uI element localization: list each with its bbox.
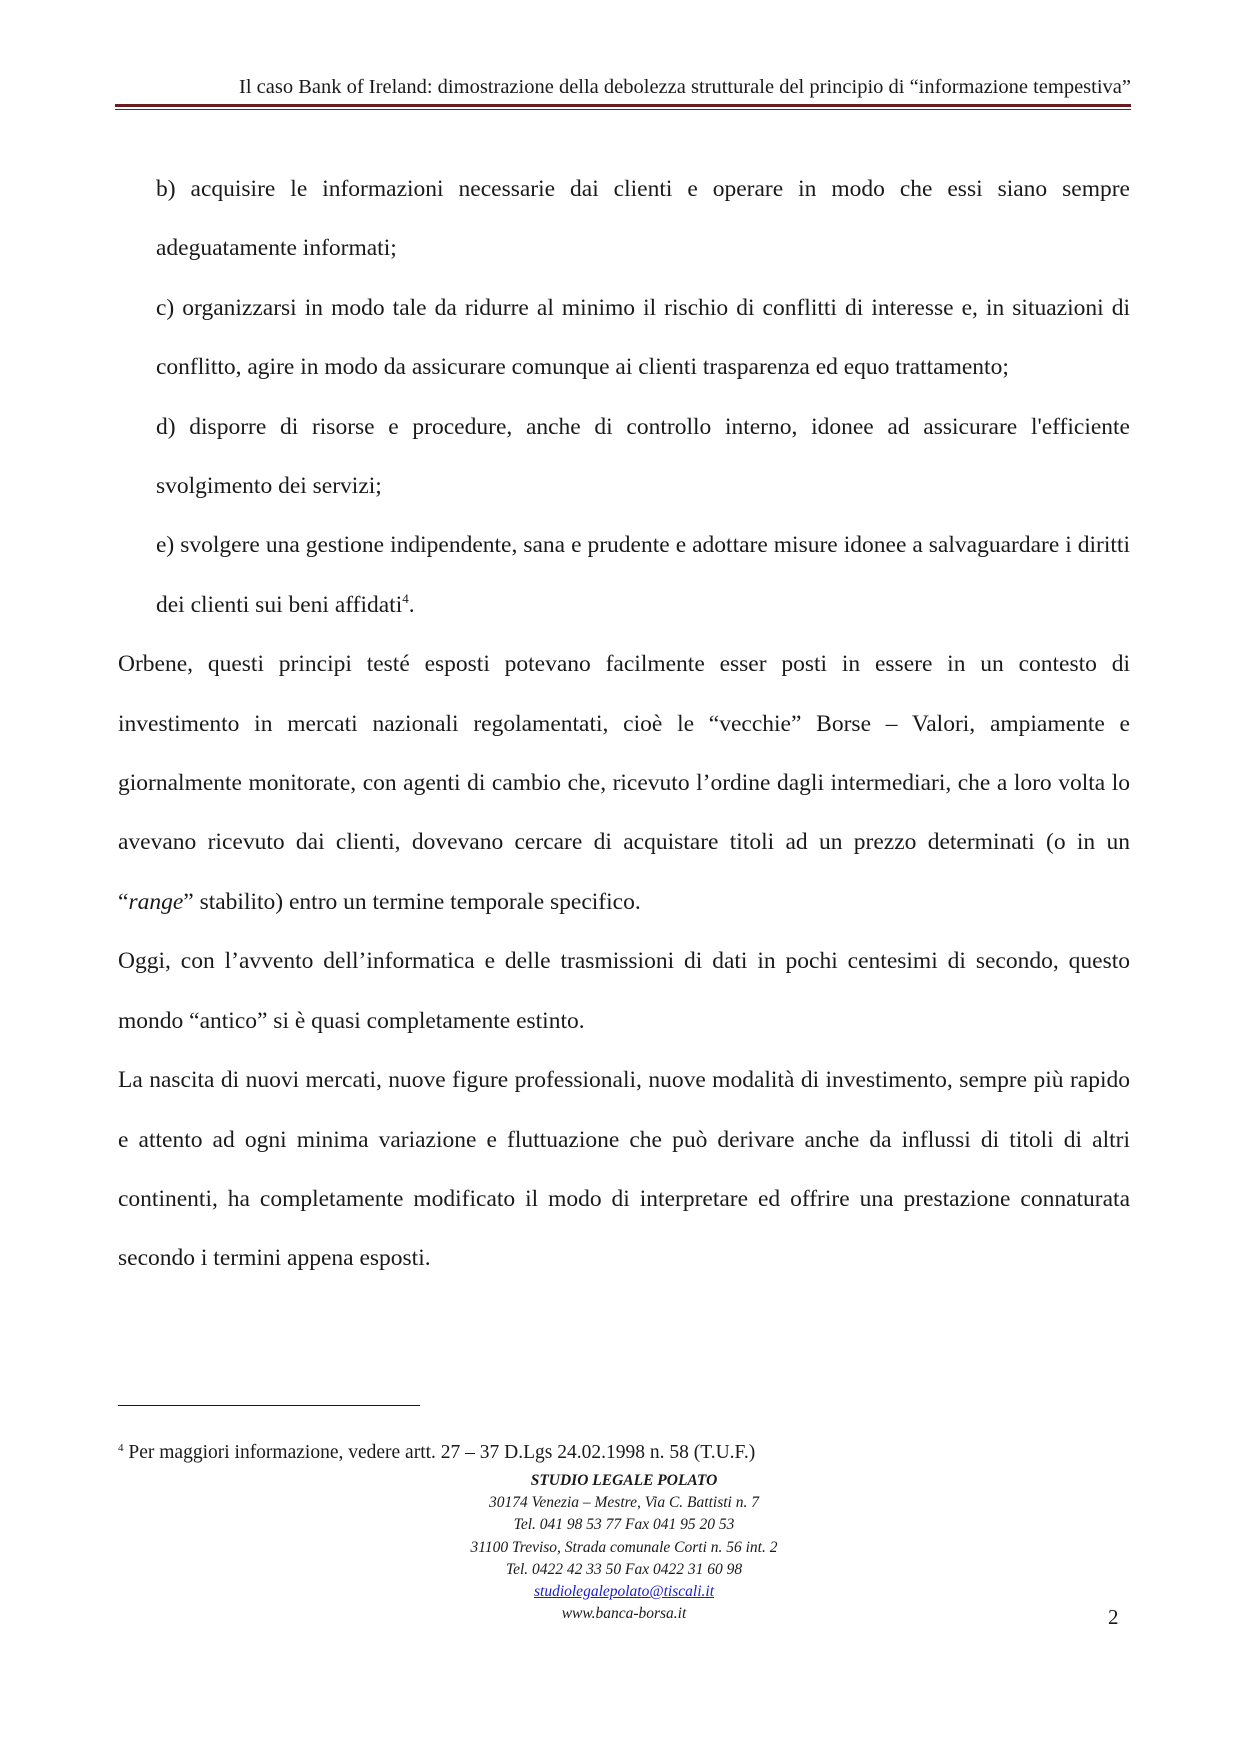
paragraph-1 [118,635,1130,932]
main-text [118,160,1130,1289]
footnote-reference[interactable]: 4 [402,590,409,606]
paragraph-3: La nascita di nuovi mercati, nuove figure professionali, nuove modalità di investimento, sempre più rapido e attento ad ogni minima variazione e fluttuazione che può derivare anche da influssi di titoli di altri continenti, ha completamente modificato il modo di interpretare ed offrire una prestazione connaturata secondo i termini appena esposti. [118,1067,1130,1272]
studio-address-treviso: 31100 Treviso, Strada comunale Corti n. 56 int. 2 [470,1538,778,1556]
paragraph-1-after: ” stabilito) entro un termine temporale specifico. [183,888,641,915]
list-item-b: b) acquisire le informazioni necessarie dai clienti e operare in modo che essi siano sempre adeguatamente informati; [156,176,1130,262]
studio-footer [424,1470,824,1625]
studio-email-link[interactable]: studiolegalepolato@tiscali.it [533,1583,714,1601]
list-item-e-end: . [408,591,415,618]
footnote-text: Per maggiori informazione, vedere artt. 27 – 37 D.Lgs 24.02.1998 n. 58 (T.U.F.) [123,1442,756,1463]
paragraph-1-italic-term: range [128,888,184,915]
studio-phone-treviso: Tel. 0422 42 33 50 Fax 0422 31 60 98 [505,1560,743,1578]
footnote-separator [118,1405,420,1406]
paragraph-2: Oggi, con l’avvento dell’informatica e delle trasmissioni di dati in pochi centesimi di secondo, questo mondo “antico” si è quasi completamente estinto. [118,948,1130,1034]
header-rule [115,104,1131,107]
paragraph-1-before: Orbene, questi principi testé esposti potevano facilmente esser posti in essere in un contesto di investimento in mercati nazionali regolamentati, cioè le “vecchie” Borse – Valori, ampiamente e giornalmente monitorate, con agenti di cambio che, ricevuto l’ordine dagli intermediari, che a loro volta lo avevano ricevuto dai clienti, dovevano cercare di acquistare titoli ad un prezzo determinati (o in un “ [118,651,1130,915]
studio-website: www.banca-borsa.it [561,1605,687,1623]
studio-address-venezia: 30174 Venezia – Mestre, Via C. Battisti n. 7 [489,1494,759,1512]
footnote-number: 4 [118,1442,124,1454]
header-rule-thin [115,109,1131,110]
page-number: 2 [1108,1605,1119,1629]
list-item-c: c) organizzarsi in modo tale da ridurre al minimo il rischio di conflitti di interesse e, in situazioni di conflitto, agire in modo da assicurare comunque ai clienti trasparenza ed equo trattamento; [156,294,1130,381]
studio-name: STUDIO LEGALE POLATO [530,1472,718,1489]
list-item-e [156,516,1130,635]
footnote [118,1442,755,1464]
list-item-e-text: e) svolgere una gestione indipendente, sana e prudente e adottare misure idonee a salvaguardare i diritti dei clienti sui beni affidati [156,532,1130,618]
running-header: Il caso Bank of Ireland: dimostrazione della debolezza strutturale del principio di “informazione tempestiva” [239,76,1131,98]
list-item-d: d) disporre di risorse e procedure, anche di controllo interno, idonee ad assicurare l'efficiente svolgimento dei servizi; [156,413,1130,500]
studio-phone-venezia: Tel. 041 98 53 77 Fax 041 95 20 53 [513,1516,735,1534]
